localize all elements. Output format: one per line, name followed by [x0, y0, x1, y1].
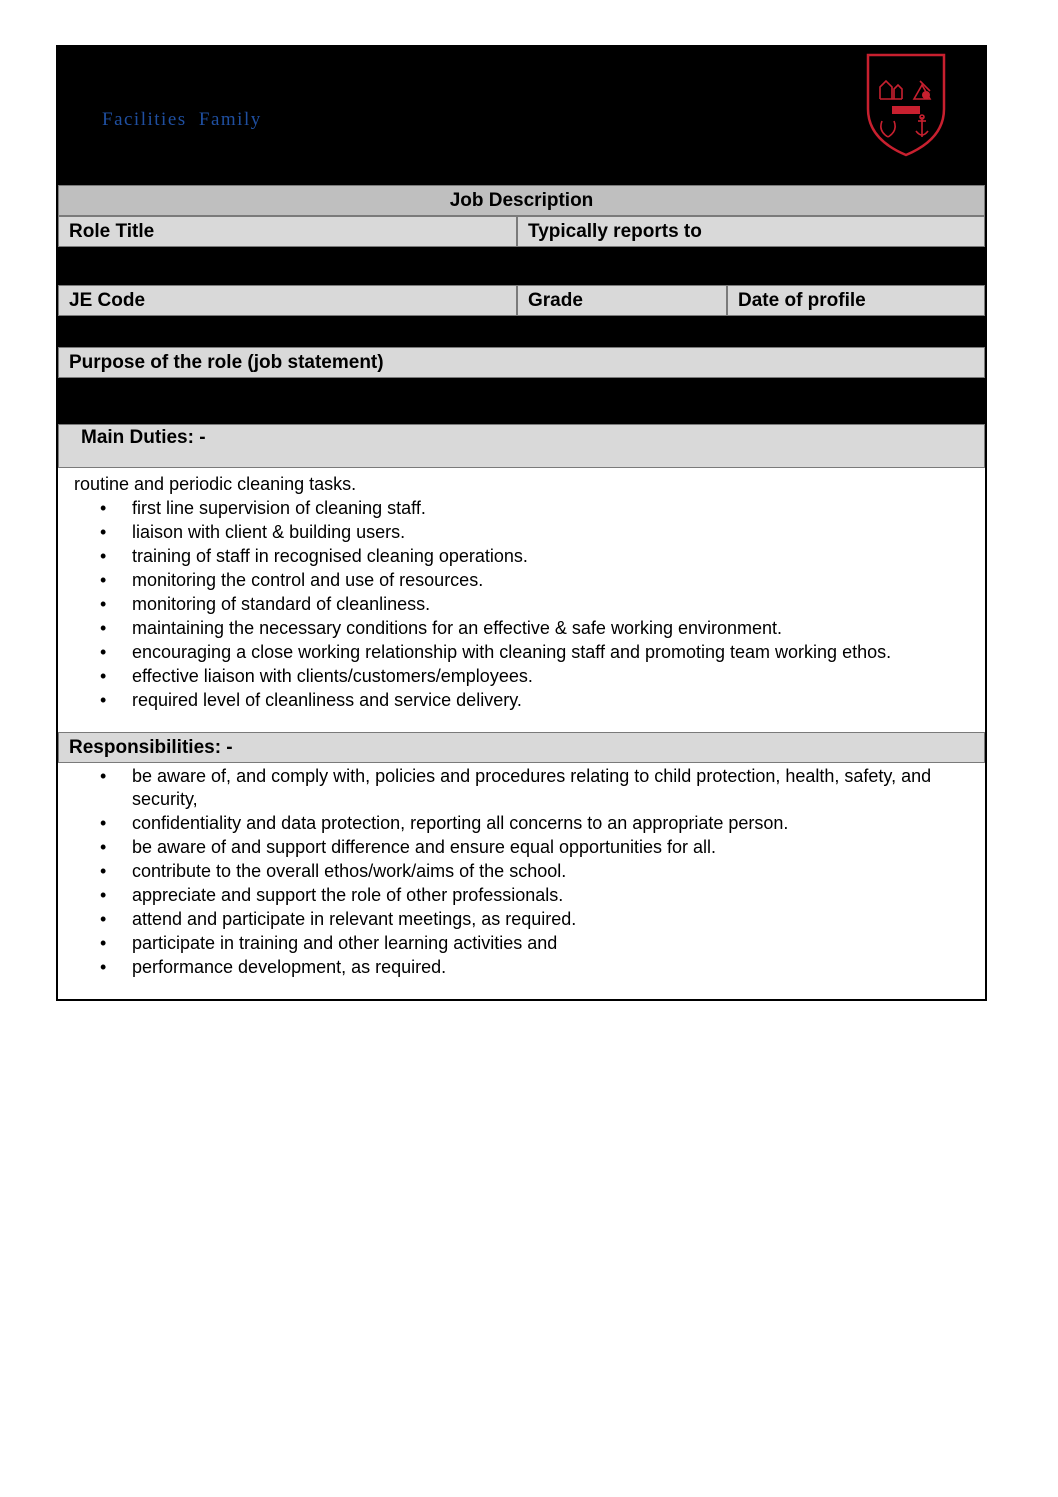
main-duties-label: Main Duties: -	[58, 424, 985, 468]
purpose-row	[58, 347, 985, 378]
list-item: • maintaining the necessary conditions for an effective & safe working environment.	[58, 616, 985, 640]
date-of-profile-label: Date of profile	[727, 285, 985, 316]
responsibilities-body	[58, 763, 985, 999]
list-item: • appreciate and support the role of other professionals.	[58, 884, 985, 907]
document-header	[56, 45, 987, 185]
role-row	[58, 216, 985, 247]
school-crest-logo	[864, 51, 948, 159]
table-title: Job Description	[58, 185, 985, 216]
list-item: • effective liaison with clients/customers/employees.	[58, 664, 985, 688]
list-item: • confidentiality and data protection, reporting all concerns to an appropriate person.	[58, 812, 985, 835]
je-code-row	[58, 285, 985, 316]
grade-label: Grade	[517, 285, 727, 316]
list-item: • be aware of, and comply with, policies and procedures relating to child protection, health, safety, and security,	[58, 765, 985, 811]
duties-intro: routine and periodic cleaning tasks.	[74, 474, 357, 494]
main-duties-head-row	[58, 424, 985, 468]
family-label: Facilities Family	[102, 109, 262, 130]
reports-to-label: Typically reports to	[517, 216, 985, 247]
role-value-row	[58, 247, 985, 285]
list-item: • attend and participate in relevant meetings, as required.	[58, 908, 985, 931]
list-item: • be aware of and support difference and ensure equal opportunities for all.	[58, 836, 985, 859]
list-item: • participate in training and other learning activities and	[58, 932, 985, 955]
table-title-row	[58, 185, 985, 216]
duties-list	[58, 496, 985, 712]
job-description-document	[56, 45, 987, 1001]
list-item: • encouraging a close working relationship with cleaning staff and promoting team working ethos.	[58, 640, 985, 664]
list-item: • required level of cleanliness and service delivery.	[58, 688, 985, 712]
list-item: • contribute to the overall ethos/work/aims of the school.	[58, 860, 985, 883]
list-item: • monitoring the control and use of resources.	[58, 568, 985, 592]
je-code-label: JE Code	[58, 285, 517, 316]
list-item: • first line supervision of cleaning staff.	[58, 496, 985, 520]
job-table	[56, 185, 987, 1001]
purpose-value-row	[58, 378, 985, 424]
je-code-value-row	[58, 316, 985, 347]
list-item: • training of staff in recognised cleaning operations.	[58, 544, 985, 568]
list-item: • monitoring of standard of cleanliness.	[58, 592, 985, 616]
purpose-label: Purpose of the role (job statement)	[58, 347, 985, 378]
responsibilities-label: Responsibilities: -	[58, 732, 985, 763]
main-duties-body	[58, 468, 985, 732]
responsibilities-list	[58, 765, 985, 979]
list-item: • liaison with client & building users.	[58, 520, 985, 544]
responsibilities-head-row	[58, 732, 985, 763]
list-item: • performance development, as required.	[58, 956, 985, 979]
role-title-label: Role Title	[58, 216, 517, 247]
